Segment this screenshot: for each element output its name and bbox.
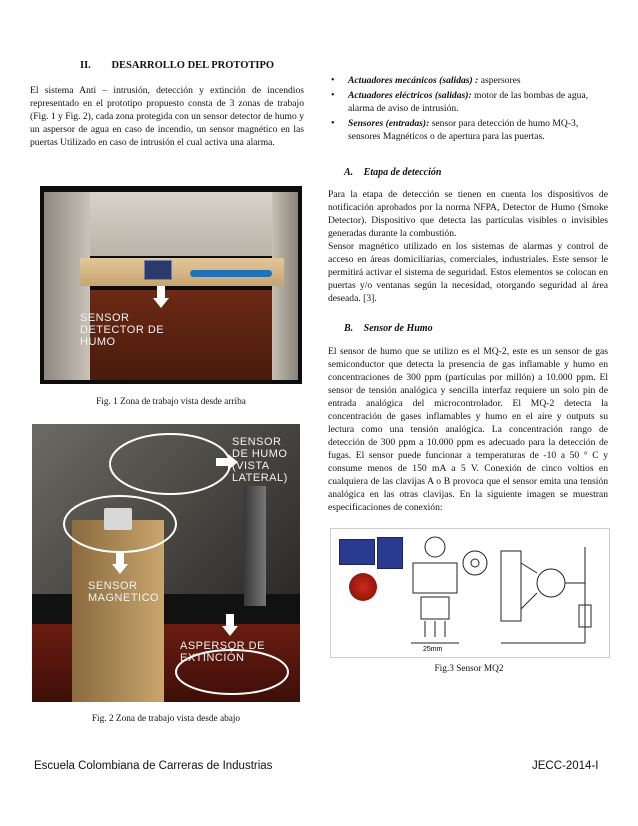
fig2-overlay-label-mid: SENSOR MAGNETICO bbox=[88, 580, 160, 604]
box-left-wall bbox=[44, 192, 90, 380]
down-arrow-icon bbox=[222, 614, 238, 636]
figure-1-caption: Fig. 1 Zona de trabajo vista desde arriba bbox=[96, 397, 246, 407]
list-item: • Actuadores mecánicos (salidas) : aspersores bbox=[331, 75, 521, 86]
section-heading bbox=[80, 60, 274, 71]
figure-3-caption: Fig.3 Sensor MQ2 bbox=[434, 664, 504, 674]
subsection-b-heading: B. Sensor de Humo bbox=[344, 323, 433, 334]
figure-3-image bbox=[330, 528, 610, 658]
blue-pipe bbox=[190, 270, 272, 277]
mq2-module-board bbox=[339, 539, 375, 565]
paragraph-smoke-sensor: El sensor de humo que se utilizo es el MQ-2, este es un sensor de gas semiconductor que detecta la presencia de gas inflamable y humo en concentraciones de 300 ppm (partículas por millón) a 10.000 ppm. El sensor de tensión analógica y sencilla interfaz requiere un solo pin de entrada analógica del microcontrolador. El MQ-2 detecta la concentración de gases inflamables y humo en el aire y outputs su lectura como una tensión analógica. La concentración rango de detección de 300 ppm a 10.000 ppm es adecuado para la detección de fugas. El sensor puede funcionar a temperaturas de -10 a 50 ° C y consume menos de 150 mA a 5 V. Conexión de cinco voltios en cualquiera de las clavijas A o B provoca que el sensor emita una tensión analógica en las otras clavijas. En la siguiente imagen se muestran especificaciones de conexión: bbox=[328, 346, 608, 513]
smoke-sensor-module bbox=[144, 260, 172, 280]
paragraph-magnetic: Sensor magnético utilizado en los sistemas de alarmas y control de acceso en áreas domiciliarias, comerciales, industriales. Este sensor le permitirá activar el sistema de seguridad. Estos elementos se colocan en puertas y/o ventanas según la necesidad, otorgando seguridad al área deseada. [3]. bbox=[328, 241, 608, 304]
fig2-overlay-label-bottom: ASPERSOR DE EXTINCIÓN bbox=[180, 640, 265, 664]
mq2-dimension-drawing bbox=[407, 533, 491, 651]
fig2-overlay-label-top: SENSOR DE HUMO (VISTA LATERAL) bbox=[232, 436, 288, 484]
box-back-wall bbox=[58, 192, 286, 256]
down-arrow-icon bbox=[112, 552, 128, 574]
fig1-overlay-label: SENSOR DETECTOR DE HUMO bbox=[80, 312, 165, 348]
mq2-circuit-diagram bbox=[493, 533, 605, 651]
footer-institution: Escuela Colombiana de Carreras de Industrias bbox=[34, 760, 273, 772]
figure-1-image bbox=[40, 186, 302, 384]
intro-paragraph: El sistema Anti – intrusión, detección y extinción de incendios representado en el prototipo propuesto consta de 3 zonas de trabajo (Fig. 1 y Fig. 2), cada zona protegida con un sensor detector de humo y un aspersor de agua en caso de incendio, un sensor magnético en las puertas Utilizado en caso de intrusión el cual activa una alarma. bbox=[30, 85, 304, 148]
list-item: • Sensores (entradas): sensor para detección de humo MQ-3, sensores Magnéticos o de apertura para las puertas. bbox=[331, 118, 579, 142]
figure-2-caption: Fig. 2 Zona de trabajo vista desde abajo bbox=[91, 714, 241, 724]
dimension-label: 25mm bbox=[423, 646, 443, 651]
mq2-sensor-cap bbox=[349, 573, 377, 601]
footer-code: JECC-2014-I bbox=[532, 760, 599, 772]
box-right-wall bbox=[272, 192, 298, 380]
paragraph-detection: Para la etapa de detección se tienen en cuenta los dispositivos de notificación aprobados por la norma NFPA, Detector de Humo (Smoke Detector). Dispositivo que detecta las partículas visibles o invisibles generadas durante la combustión. bbox=[328, 189, 608, 239]
section-number: II. bbox=[80, 60, 91, 71]
section-title: DESARROLLO DEL PROTOTIPO bbox=[111, 60, 275, 71]
mq2-module-board bbox=[377, 537, 403, 569]
component-list bbox=[328, 74, 608, 145]
down-arrow-icon bbox=[153, 286, 169, 308]
list-item: • Actuadores eléctricos (salidas): motor de las bombas de agua, alarma de aviso de intrusión. bbox=[331, 90, 589, 114]
figure-2-image bbox=[32, 424, 300, 702]
citation-ref: [3]. bbox=[363, 293, 377, 304]
subsection-a-heading: A. Etapa de detección bbox=[344, 167, 442, 178]
